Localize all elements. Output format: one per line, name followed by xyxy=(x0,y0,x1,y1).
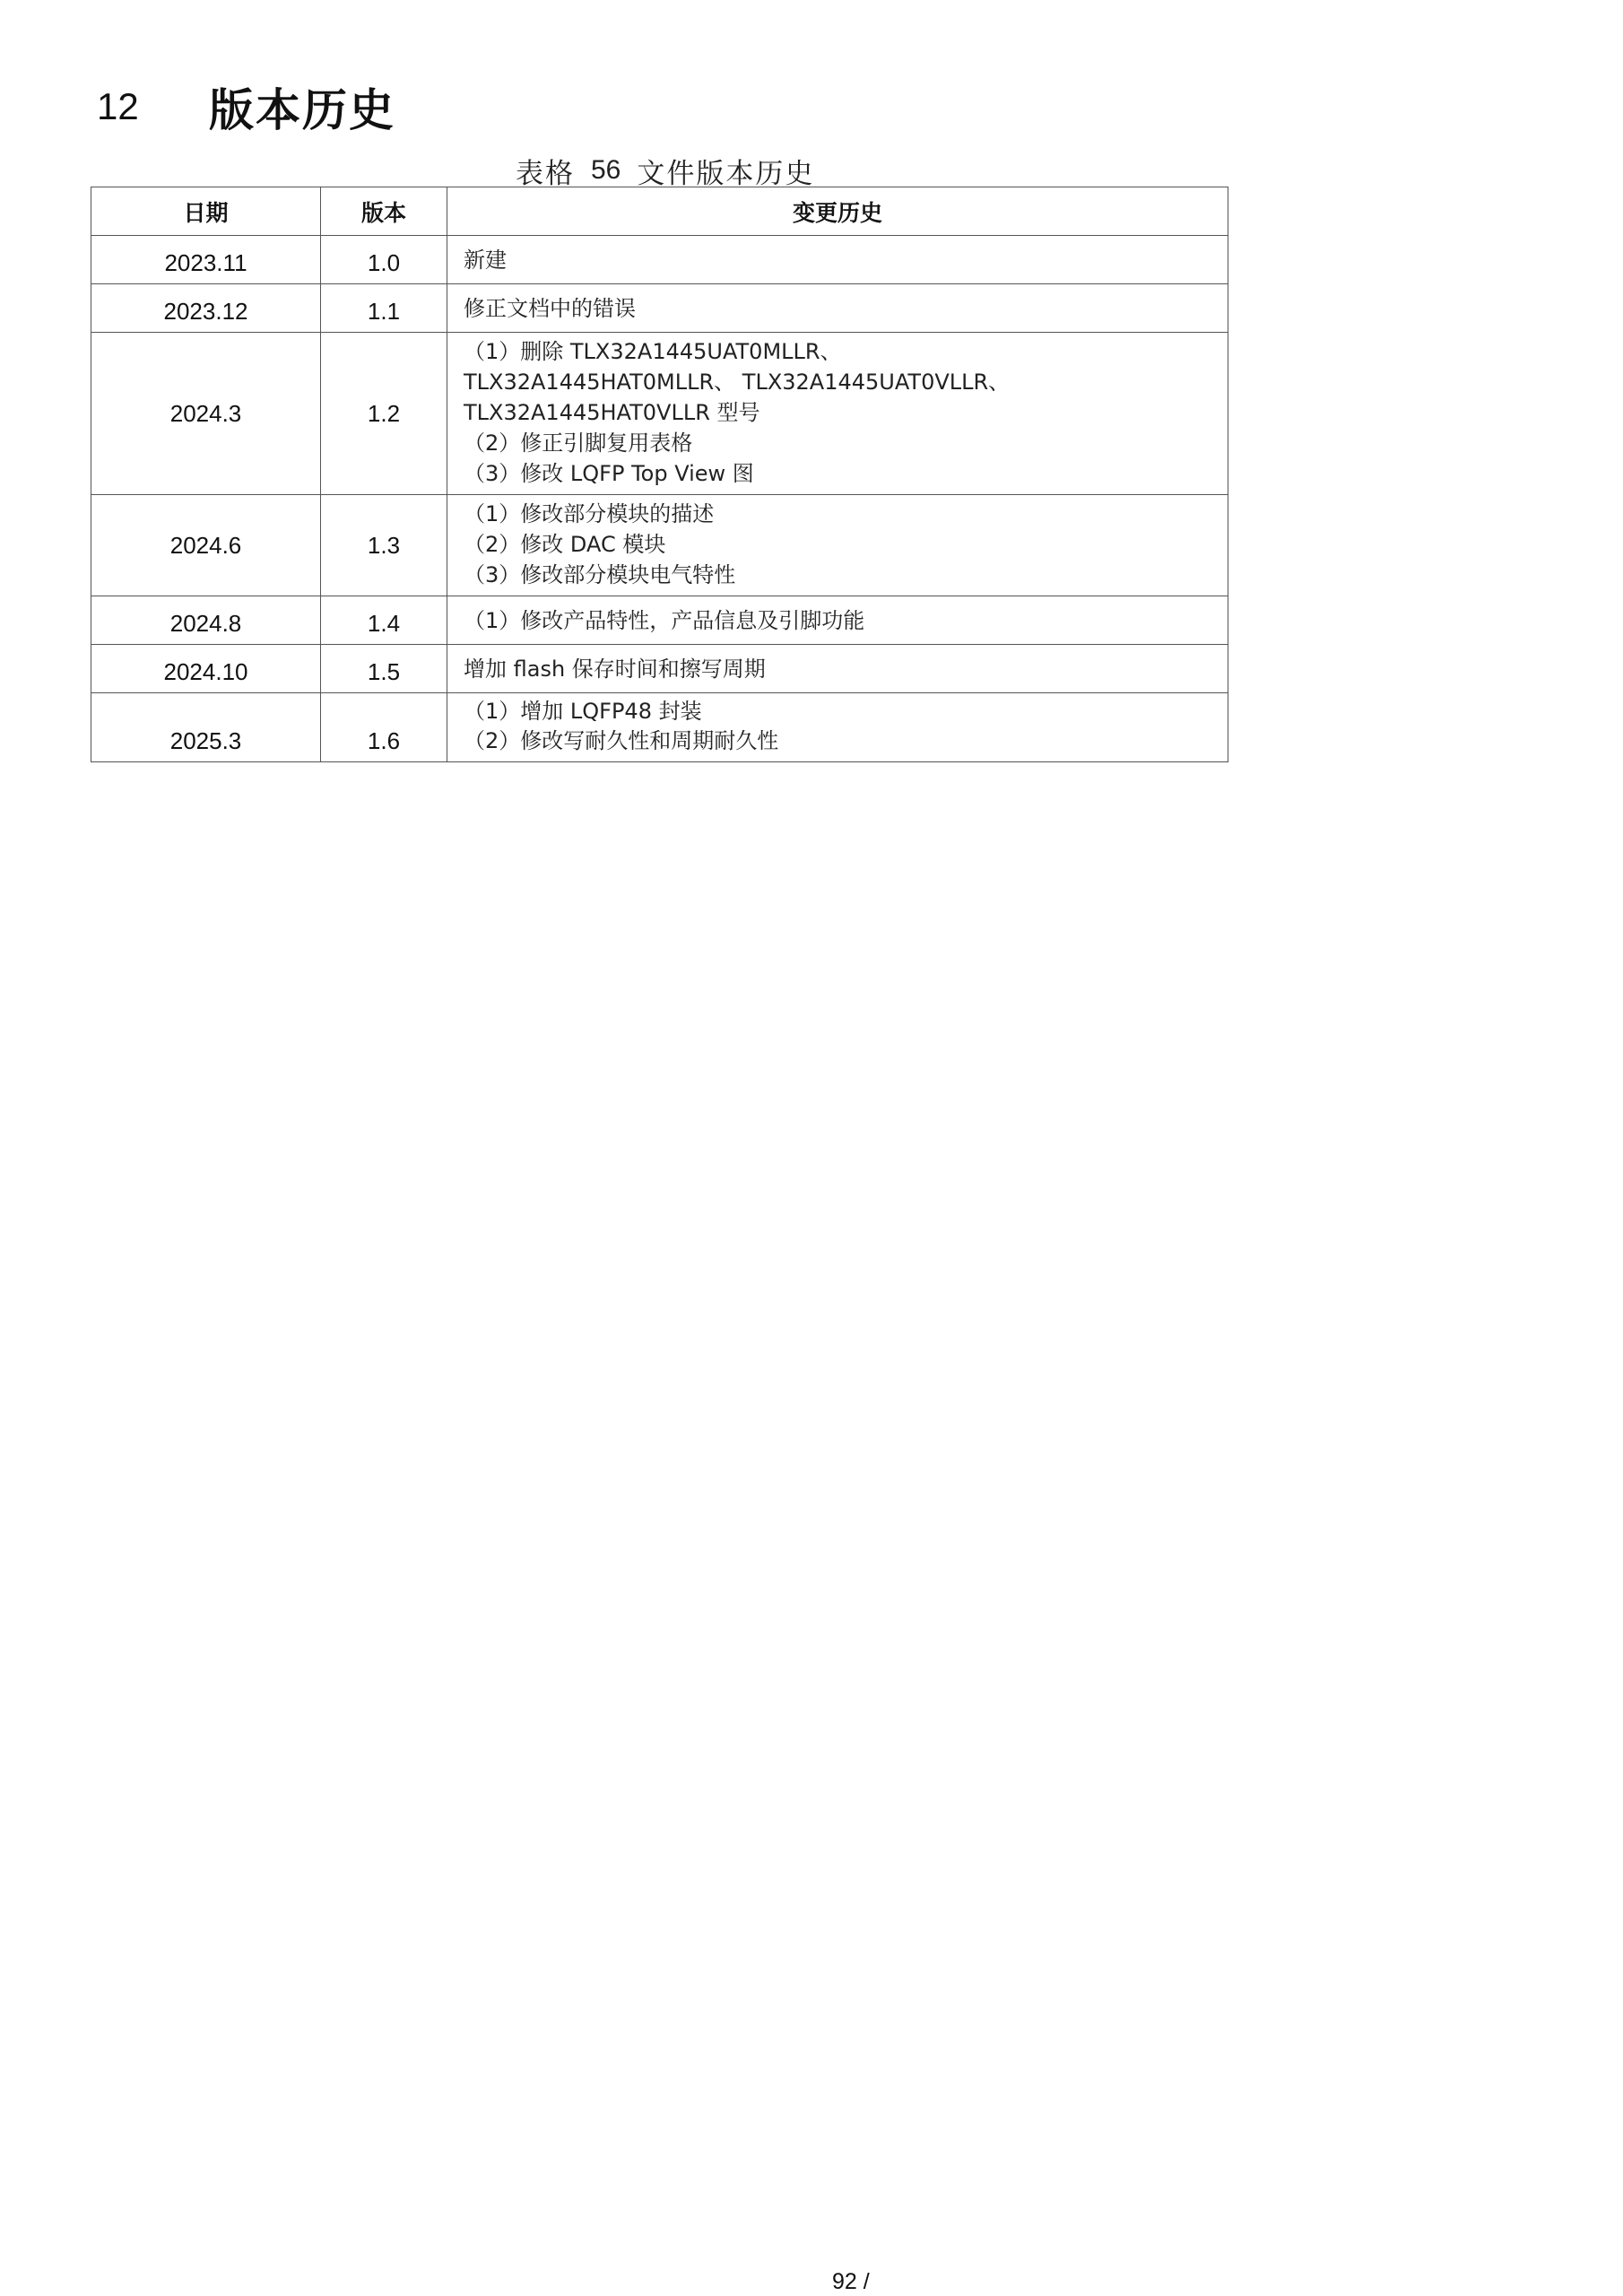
row-version: 1.2 xyxy=(321,333,447,495)
table-caption-prefix: 表格 xyxy=(516,157,575,190)
row-version: 1.1 xyxy=(321,284,447,333)
change-line: 新建 xyxy=(464,248,507,273)
row-changes xyxy=(447,495,1228,596)
change-line: （1）修改部分模块的描述 xyxy=(464,501,715,526)
change-line: （2）修改写耐久性和周期耐久性 xyxy=(464,728,779,753)
table-row xyxy=(91,596,1228,645)
header-version: 版本 xyxy=(321,187,447,236)
row-changes xyxy=(447,693,1228,762)
page-number: 92 / xyxy=(832,2269,870,2294)
row-date: 2024.10 xyxy=(91,645,321,693)
row-version: 1.3 xyxy=(321,495,447,596)
header-changes: 变更历史 xyxy=(447,187,1228,236)
table-row xyxy=(91,645,1228,693)
row-date: 2024.8 xyxy=(91,596,321,645)
row-date: 2024.3 xyxy=(91,333,321,495)
row-version: 1.5 xyxy=(321,645,447,693)
row-changes xyxy=(447,284,1228,333)
table-caption-number: 56 xyxy=(591,155,621,185)
table-header-row xyxy=(91,187,1228,236)
row-changes xyxy=(447,596,1228,645)
row-date: 2023.12 xyxy=(91,284,321,333)
row-version: 1.4 xyxy=(321,596,447,645)
change-line: （2）修改 DAC 模块 xyxy=(464,532,666,557)
row-date: 2024.6 xyxy=(91,495,321,596)
change-line: （1）修改产品特性，产品信息及引脚功能 xyxy=(464,608,865,633)
section-number: 12 xyxy=(97,85,139,127)
table-row xyxy=(91,284,1228,333)
table-row xyxy=(91,333,1228,495)
row-changes xyxy=(447,333,1228,495)
header-date: 日期 xyxy=(91,187,321,236)
change-line: TLX32A1445HAT0MLLR、 TLX32A1445UAT0VLLR、 xyxy=(464,370,1011,395)
row-changes xyxy=(447,645,1228,693)
table-caption-text: 文件版本历史 xyxy=(637,157,815,190)
table-row xyxy=(91,693,1228,762)
change-line: TLX32A1445HAT0VLLR 型号 xyxy=(464,400,760,425)
change-line: （3）修改部分模块电气特性 xyxy=(464,562,736,587)
row-version: 1.6 xyxy=(321,693,447,762)
row-version: 1.0 xyxy=(321,236,447,284)
row-changes xyxy=(447,236,1228,284)
table-row xyxy=(91,495,1228,596)
change-line: （2）修正引脚复用表格 xyxy=(464,430,693,456)
version-history-table xyxy=(91,187,1228,762)
change-line: （1）增加 LQFP48 封装 xyxy=(464,699,702,724)
row-date: 2023.11 xyxy=(91,236,321,284)
change-line: 增加 flash 保存时间和擦写周期 xyxy=(464,657,766,682)
row-date: 2025.3 xyxy=(91,693,321,762)
section-title: 版本历史 xyxy=(209,84,395,136)
section-heading xyxy=(97,75,395,138)
change-line: 修正文档中的错误 xyxy=(464,296,636,321)
table-row xyxy=(91,236,1228,284)
table-caption xyxy=(516,152,814,188)
change-line: （1）删除 TLX32A1445UAT0MLLR、 xyxy=(464,339,842,364)
change-line: （3）修改 LQFP Top View 图 xyxy=(464,461,754,486)
